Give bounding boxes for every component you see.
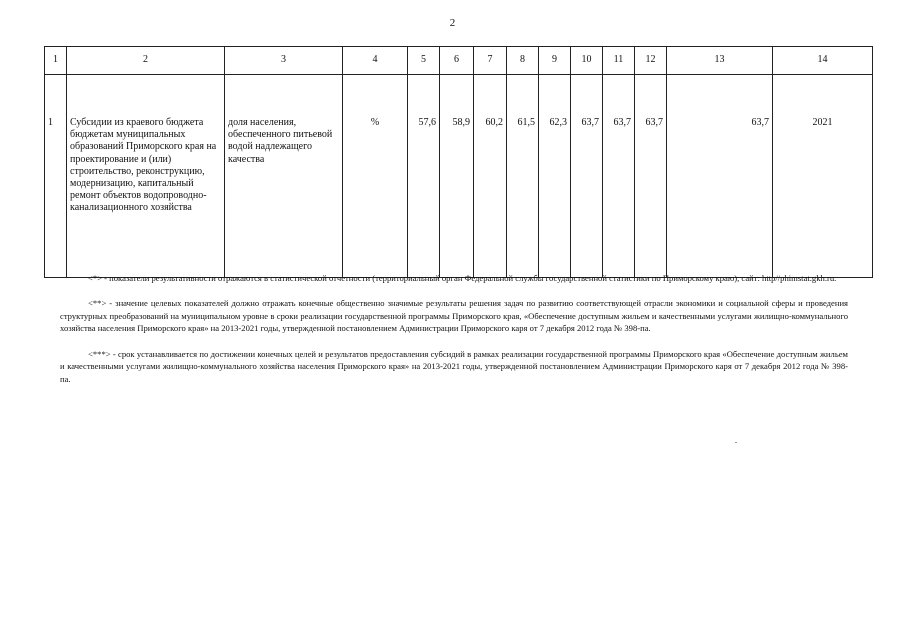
- value-cell: 61,5: [507, 75, 539, 278]
- header-cell: 3: [225, 47, 343, 75]
- page-number: 2: [449, 17, 456, 29]
- indicator-table: [44, 46, 873, 278]
- value-cell: 63,7: [635, 75, 667, 278]
- header-cell: 7: [474, 47, 507, 75]
- row-number: 1: [45, 75, 67, 278]
- header-cell: 12: [635, 47, 667, 75]
- measure-name: Субсидии из краевого бюджета бюджетам муниципальных образований Приморского края на проектирование и (или) строительство, реконструкцию, модернизацию, капитальный ремонт объектов водопроводно-канализационного хозяйства: [67, 75, 225, 278]
- header-cell: 13: [667, 47, 773, 75]
- value-cell: 58,9: [440, 75, 474, 278]
- table-row: [45, 75, 873, 278]
- indicator-name: доля населения, обеспеченного питьевой водой надлежащего качества: [225, 75, 343, 278]
- value-cell: 62,3: [539, 75, 571, 278]
- footnote: <**> - значение целевых показателей должно отражать конечные общественно значимые результаты решения задач по развитию соответствующей отрасли экономики и социальной сферы и проведения структурных преобразований на муниципальном уровне в сроки реализации государственной программы Приморского края, «Обеспечение доступным жильем и качественными услугами жилищно-коммунального хозяйства населения Приморского края» на 2013-2021 годы, утвержденной постановлением Администрации Приморского каря от 7 декабря 2012 года № 398-па.: [60, 298, 848, 334]
- header-cell: 1: [45, 47, 67, 75]
- header-cell: 4: [343, 47, 408, 75]
- header-cell: 5: [408, 47, 440, 75]
- footnote: <***> - срок устанавливается по достижении конечных целей и результатов предоставления субсидий в рамках реализации государственной программы Приморского края «Обеспечение доступным жильем и качественными услугами жилищно-коммунального хозяйства населения Приморского края» на 2013-2021 годы, утвержденной постановлением Администрации Приморского каря от 7 декабря 2012 года № 398-па.: [60, 348, 848, 384]
- footnote: <*> - показатели результативности отражаются в статистической отчетности (территориальный орган Федеральной службы государственной статистики по Приморскому краю), сайт: http//phimstat.gkh.ru.: [88, 273, 837, 283]
- scan-speck: [735, 442, 737, 443]
- value-cell: 60,2: [474, 75, 507, 278]
- header-cell: 9: [539, 47, 571, 75]
- header-cell: 11: [603, 47, 635, 75]
- unit-cell: %: [343, 75, 408, 278]
- year-cell: 2021: [773, 75, 873, 278]
- header-cell: 14: [773, 47, 873, 75]
- final-value-cell: 63,7: [667, 75, 773, 278]
- footnotes: [60, 272, 848, 398]
- header-cell: 8: [507, 47, 539, 75]
- header-cell: 2: [67, 47, 225, 75]
- header-cell: 10: [571, 47, 603, 75]
- value-cell: 63,7: [603, 75, 635, 278]
- header-cell: 6: [440, 47, 474, 75]
- value-cell: 57,6: [408, 75, 440, 278]
- value-cell: 63,7: [571, 75, 603, 278]
- table-header-row: [45, 47, 873, 75]
